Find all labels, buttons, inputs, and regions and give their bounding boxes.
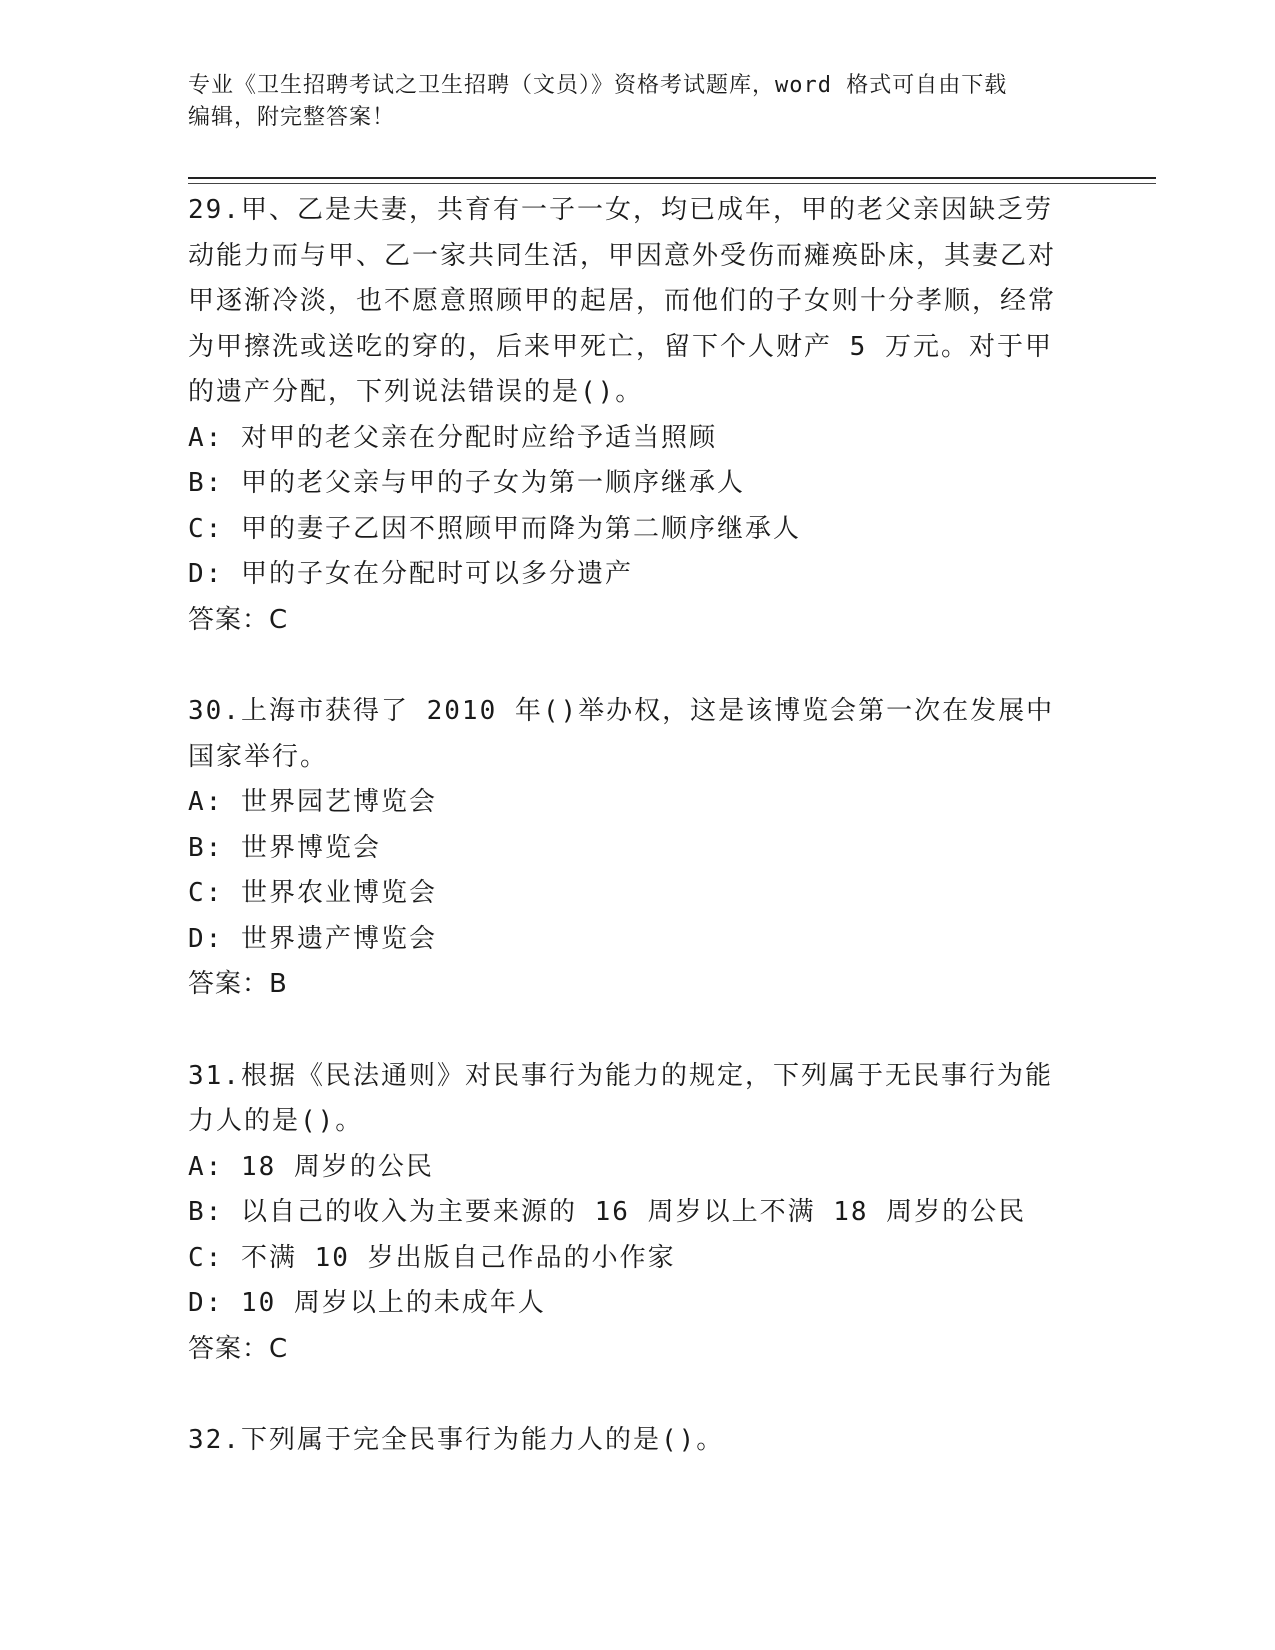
question-30 — [188, 689, 1108, 1008]
answer-line: 答案：C — [188, 604, 289, 635]
header-line-2: 编辑，附完整答案！ — [188, 105, 396, 130]
option-c: C: 甲的妻子乙因不照顾甲而降为第二顺序继承人 — [188, 513, 801, 544]
option-b: B: 甲的老父亲与甲的子女为第一顺序继承人 — [188, 468, 745, 498]
question-32 — [188, 1418, 1108, 1464]
question-stem: 32.下列属于完全民事行为能力人的是()。 — [188, 1425, 725, 1455]
question-stem: 30.上海市获得了 2010 年()举办权，这是该博览会第一次在发展中国家举行。 — [188, 696, 1055, 772]
option-b: B: 世界博览会 — [188, 832, 381, 863]
question-31 — [188, 1054, 1108, 1373]
answer-line: 答案：C — [188, 1333, 289, 1364]
option-c: C: 不满 10 岁出版自己作品的小作家 — [188, 1242, 676, 1273]
header-divider-thick — [188, 177, 1156, 179]
header-line-1: 专业《卫生招聘考试之卫生招聘（文员）》资格考试题库，word 格式可自由下载 — [188, 73, 1008, 98]
header-divider-thin — [188, 183, 1156, 184]
option-d: D: 世界遗产博览会 — [188, 923, 437, 954]
answer-line: 答案：B — [188, 969, 288, 999]
question-stem: 29.甲、乙是夫妻，共育有一子一女，均已成年，甲的老父亲因缺乏劳动能力而与甲、乙一家共同生活，甲因意外受伤而瘫痪卧床，其妻乙对甲逐渐冷淡，也不愿意照顾甲的起居，而他们的子女则十分孝顺，经常为甲擦洗或送吃的穿的，后来甲死亡，留下个人财产 5 万元。对于甲的遗产分配，下列说法错误的是()。 — [188, 195, 1057, 407]
question-stem: 31.根据《民法通则》对民事行为能力的规定，下列属于无民事行为能力人的是()。 — [188, 1060, 1053, 1136]
option-a: A: 世界园艺博览会 — [188, 787, 437, 817]
option-c: C: 世界农业博览会 — [188, 878, 437, 908]
option-d: D: 甲的子女在分配时可以多分遗产 — [188, 559, 633, 589]
spacer — [188, 1372, 1108, 1418]
option-d: D: 10 周岁以上的未成年人 — [188, 1288, 546, 1318]
option-a: A: 对甲的老父亲在分配时应给予适当照顾 — [188, 422, 717, 453]
spacer — [188, 1008, 1108, 1054]
option-a: A: 18 周岁的公民 — [188, 1151, 434, 1182]
option-b: B: 以自己的收入为主要来源的 16 周岁以上不满 18 周岁的公民 — [188, 1197, 1027, 1227]
spacer — [188, 643, 1108, 689]
question-list — [188, 188, 1108, 1464]
question-29 — [188, 188, 1108, 643]
document-header — [188, 70, 1088, 134]
